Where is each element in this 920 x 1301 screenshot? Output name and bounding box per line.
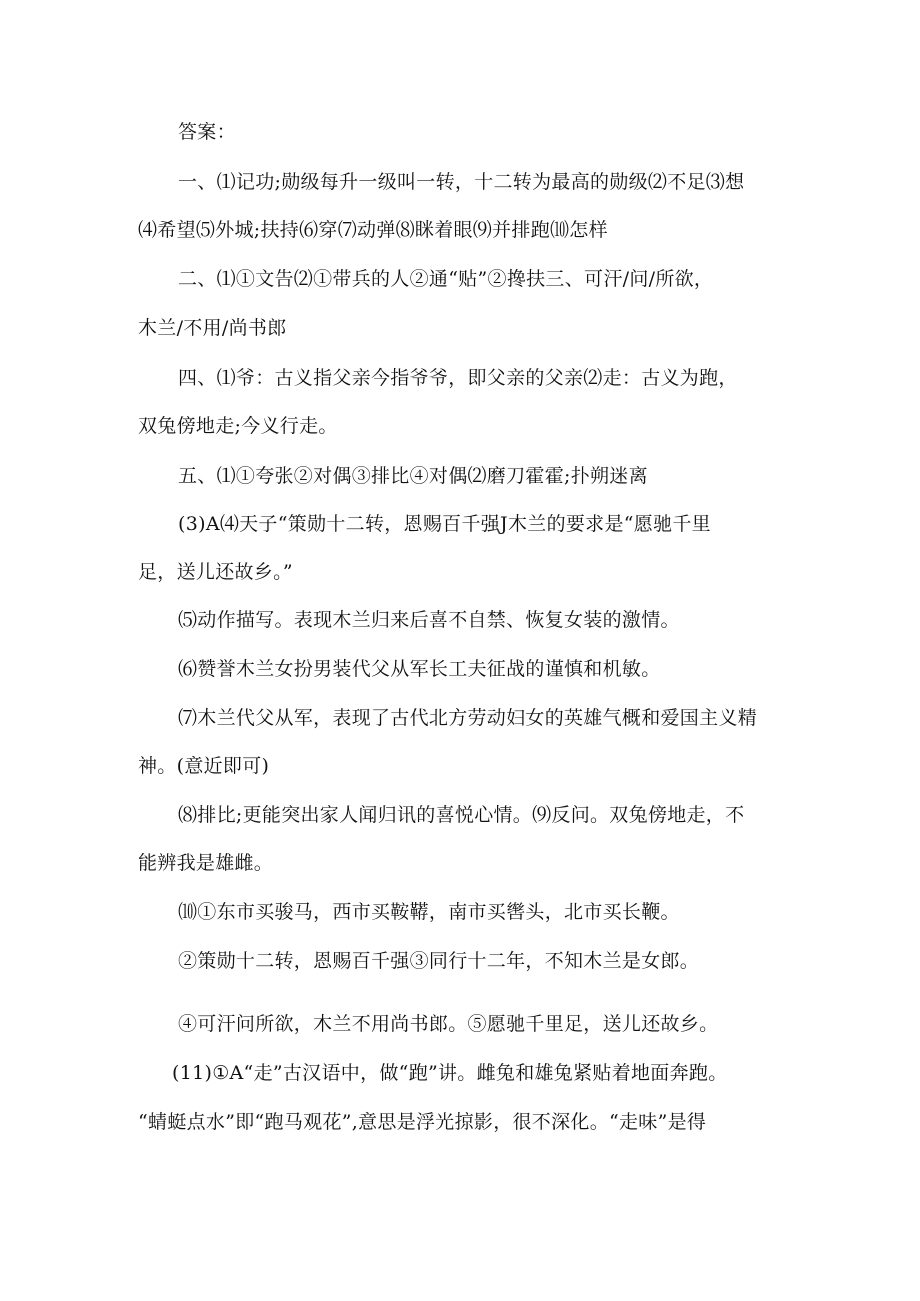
- text-line: 五、⑴①夸张②对偶③排比④对偶⑵磨刀霍霍;扑朔迷离: [178, 465, 648, 487]
- text-line: ②策勋十二转，恩赐百千强③同行十二年，不知木兰是女郎。: [178, 950, 700, 972]
- text-line: (11)①A“走”古汉语中，做“跑”讲。雌兔和雄兔紧贴着地面奔跑。: [172, 1062, 728, 1084]
- text-line: ④可汗问所欲，木兰不用尚书郎。⑤愿驰千里足，送儿还故乡。: [178, 1013, 719, 1035]
- text-line: 木兰/不用/尚书郎: [138, 317, 287, 339]
- text-line: 四、⑴爷：古义指父亲今指爷爷，即父亲的父亲⑵走：古义为跑，: [178, 367, 738, 389]
- text-line: 神。(意近即可): [138, 755, 270, 777]
- text-line: 能辨我是雄雌。: [138, 852, 274, 874]
- text-line: 双兔傍地走;今义行走。: [138, 415, 338, 437]
- text-line: ⑺木兰代父从军，表现了古代北方劳动妇女的英雄气概和爱国主义精: [178, 707, 758, 729]
- text-line: ⑻排比;更能突出家人闻归讯的喜悦心情。⑼反问。双兔傍地走，不: [178, 804, 745, 826]
- text-line: ⑽①东市买骏马，西市买鞍鞯，南市买辔头，北市买长鞭。: [178, 901, 680, 923]
- text-line: 一、⑴记功;勋级每升一级叫一转，十二转为最高的勋级⑵不足⑶想: [178, 171, 745, 193]
- text-line: ⑷希望⑸外城;扶持⑹穿⑺动弹⑻眯着眼⑼并排跑⑽怎样: [138, 219, 608, 241]
- answer-heading: 答案：: [178, 121, 236, 143]
- text-line: ⑹赞誉木兰女扮男装代父从军长工夫征战的谨慎和机敏。: [178, 658, 661, 680]
- text-line: 二、⑴①文告⑵①带兵的人②通“贴”②搀扶三、可汗/问/所欲，: [178, 268, 714, 290]
- text-line: 足，送儿还故乡。”: [138, 561, 293, 583]
- text-line: (3)A⑷天子“策勋十二转，恩赐百千强J木兰的要求是“愿驰千里: [178, 513, 711, 535]
- text-line: ⑸动作描写。表现木兰归来后喜不自禁、恢复女装的激情。: [178, 609, 680, 631]
- text-line: “蜻蜓点水”即“跑马观花”,意思是浮光掠影，很不深化。“走味”是得: [138, 1111, 707, 1133]
